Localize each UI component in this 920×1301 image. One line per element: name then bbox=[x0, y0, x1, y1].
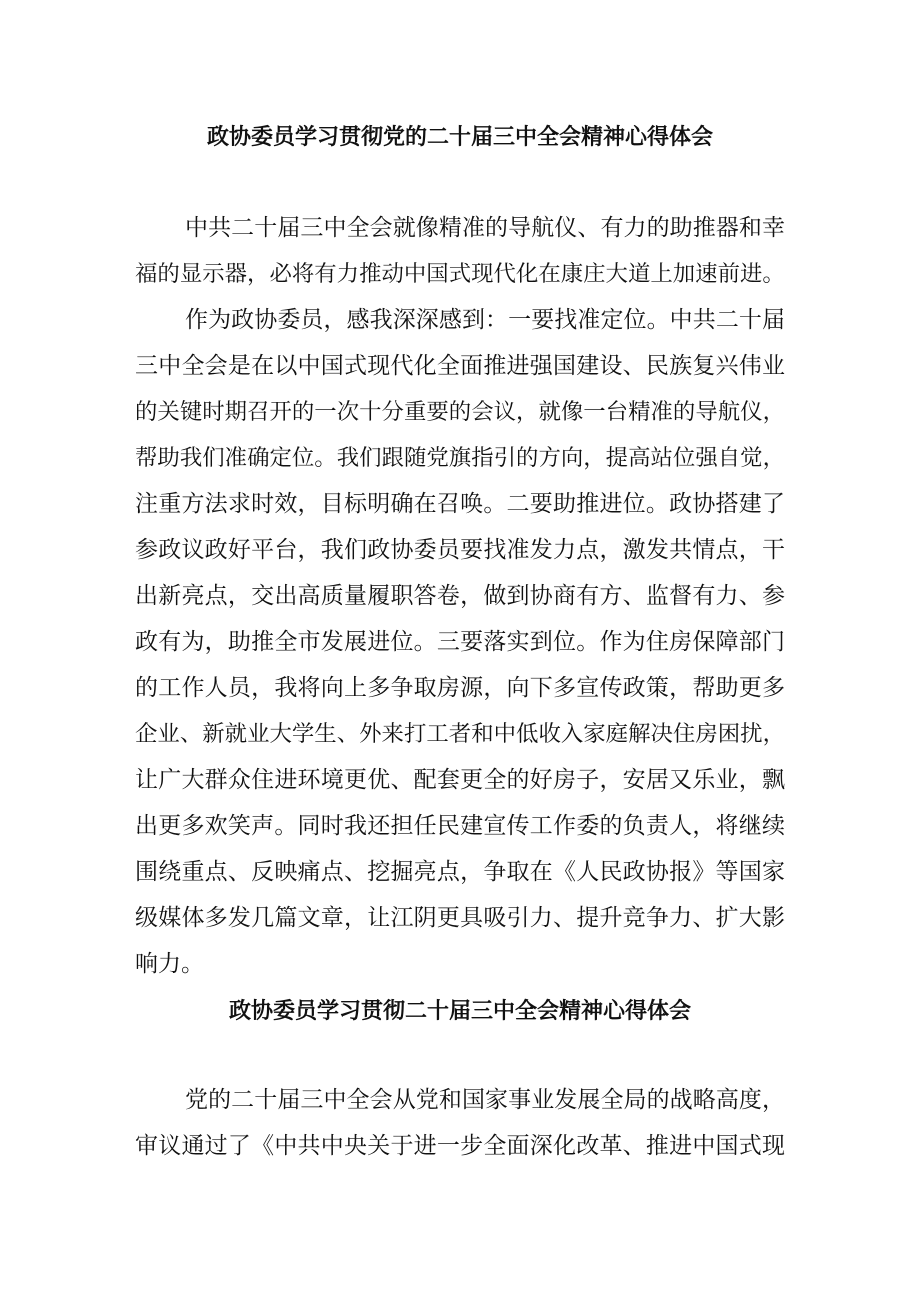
paragraph-line: 党的二十届三中全会从党和国家事业发展全局的战略高度， bbox=[185, 1087, 785, 1113]
paragraph-line: 出新亮点，交出高质量履职答卷，做到协商有方、监督有力、参 bbox=[135, 583, 785, 609]
paragraph-line: 福的显示器，必将有力推动中国式现代化在康庄大道上加速前进。 bbox=[135, 261, 785, 287]
paragraph-line: 注重方法求时效，目标明确在召唤。二要助推进位。政协搭建了 bbox=[135, 491, 785, 517]
paragraph-line: 三中全会是在以中国式现代化全面推进强国建设、民族复兴伟业 bbox=[135, 353, 785, 379]
paragraph-line: 出更多欢笑声。同时我还担任民建宣传工作委的负责人，将继续 bbox=[135, 813, 785, 839]
paragraph-line: 审议通过了《中共中央关于进一步全面深化改革、推进中国式现 bbox=[135, 1133, 785, 1159]
section-body bbox=[135, 1077, 785, 1169]
section-title: 政协委员学习贯彻二十届三中全会精神心得体会 bbox=[228, 998, 691, 1024]
paragraph-line: 响力。 bbox=[135, 951, 204, 977]
section-title: 政协委员学习贯彻党的二十届三中全会精神心得体会 bbox=[206, 124, 713, 150]
paragraph-line: 围绕重点、反映痛点、挖掘亮点，争取在《人民政协报》等国家 bbox=[135, 859, 785, 885]
paragraph-line: 帮助我们准确定位。我们跟随党旗指引的方向，提高站位强自觉， bbox=[135, 445, 785, 471]
paragraph-line: 让广大群众住进环境更优、配套更全的好房子，安居又乐业，飘 bbox=[135, 767, 785, 793]
paragraph-line: 中共二十届三中全会就像精准的导航仪、有力的助推器和幸 bbox=[185, 215, 785, 241]
paragraph-line: 的工作人员，我将向上多争取房源，向下多宣传政策，帮助更多 bbox=[135, 675, 785, 701]
section-body bbox=[135, 205, 785, 987]
paragraph-line: 政有为，助推全市发展进位。三要落实到位。作为住房保障部门 bbox=[135, 629, 785, 655]
paragraph-line: 的关键时期召开的一次十分重要的会议，就像一台精准的导航仪， bbox=[135, 399, 785, 425]
paragraph-line: 企业、新就业大学生、外来打工者和中低收入家庭解决住房困扰， bbox=[135, 721, 785, 747]
paragraph-line: 作为政协委员，感我深深感到：一要找准定位。中共二十届 bbox=[185, 307, 785, 333]
paragraph-line: 参政议政好平台，我们政协委员要找准发力点，激发共情点，干 bbox=[135, 537, 785, 563]
paragraph-line: 级媒体多发几篇文章，让江阴更具吸引力、提升竞争力、扩大影 bbox=[135, 905, 785, 931]
